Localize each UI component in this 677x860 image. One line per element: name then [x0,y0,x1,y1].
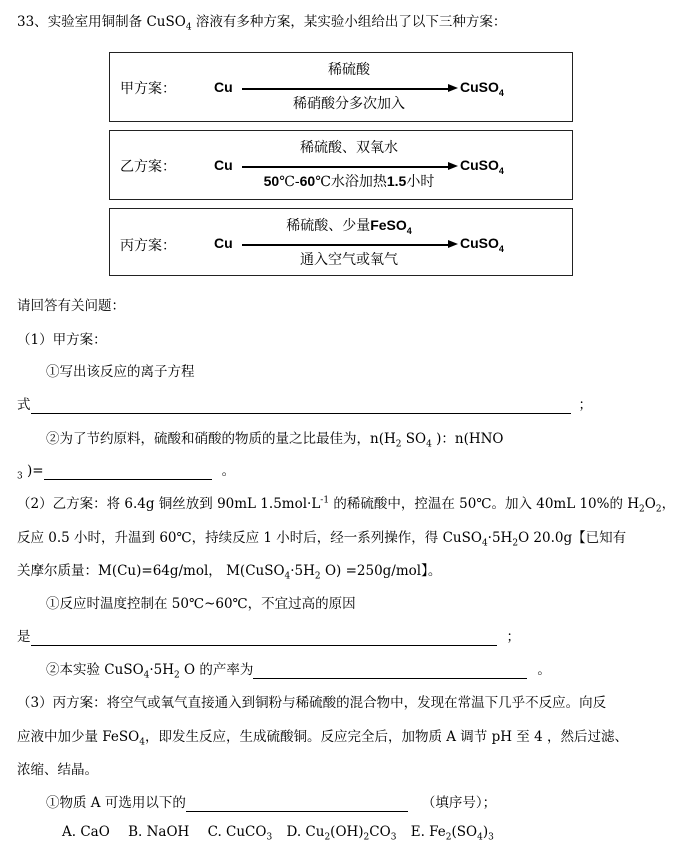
question-number: 33、 [17,14,48,30]
part1-q1-text: ①写出该反应的离子方程 [46,364,195,380]
part3-line2: 应液中加少量 FeSO$_4$，即发生反应，生成硫酸铜。反应完全后，加物质 A 调节 pH 至 4 ，然后过滤、 [17,729,628,748]
product-cuso4: CuSO$_4$ [460,79,504,98]
scheme-jia-box [109,52,573,122]
part1-q2-blank-line: $_3$ )= 。 [17,463,236,482]
part1-q1-blank-line: 式 ； [17,397,592,413]
scheme-bing-box [109,208,573,276]
option-a: A. CaO [62,824,110,840]
scheme-label: 甲方案： [120,81,176,97]
scheme-label: 乙方案： [120,159,176,175]
option-e: E. $Fe_2(SO_4)_3$ [410,824,494,843]
reaction-condition-top: 稀硫酸、双氧水 [300,140,398,156]
reaction-condition-bottom: 通入空气或氧气 [300,252,398,268]
reaction-condition-top: 稀硫酸 [328,62,370,78]
part1-title: （1）甲方案： [17,332,107,348]
reaction-condition-bottom: 稀硝酸分多次加入 [293,96,405,112]
answer-blank[interactable] [31,397,571,414]
reactant-cu: Cu [214,235,233,251]
part3-options [62,824,494,843]
answer-blank[interactable] [44,463,212,480]
reaction-condition-bottom: 50℃-60℃水浴加热1.5小时 [263,173,435,190]
part2-line3: 关摩尔质量：M(Cu)=64g/mol， $M(CuSO_4\cdot 5H_2$ O) =250g/mol】。 [17,563,442,582]
answer-blank[interactable] [186,795,408,812]
part3-line3: 浓缩、结晶。 [17,762,98,778]
arrow-head-icon [448,240,458,248]
part2-q1-blank-line: 是 ； [17,629,520,645]
part1-q2-text: ②为了节约原料，硫酸和硝酸的物质的量之比最佳为，$n(H_2$ $SO_4$ )：n(HNO [46,431,504,450]
part3-q1-line: ①物质 A 可选用以下的 （填序号）； [46,795,497,811]
option-d: D. $Cu_2(OH)_2CO_3$ [286,824,397,843]
part2-line2: 反应 0.5 小时，升温到 60℃，持续反应 1 小时后，经一系列操作，得 $CuSO_4\cdot 5H_2O$ 20.0g【已知有 [17,530,627,549]
reactant-cu: Cu [214,79,233,95]
reaction-arrow [242,166,448,168]
option-b: B. NaOH [128,824,190,840]
reaction-arrow [242,244,448,246]
arrow-head-icon [448,84,458,92]
answer-blank[interactable] [253,662,527,679]
part2-line1: （2）乙方案：将 6.4g 铜丝放到 90mL $1.5mol\cdot L^{-1}$ 的稀硫酸中，控温在 50℃。加入 40mL 10%的 $H_2O_2$， [17,495,676,515]
product-cuso4: CuSO$_4$ [460,235,504,254]
prompt-text: 请回答有关问题： [17,298,125,314]
question-stem: 33、实验室用铜制备 CuSO$_4$ 溶液有多种方案，某实验小组给出了以下三种方案： [17,14,507,33]
reaction-arrow [242,88,448,90]
option-c: C. CuCO$_3$ [207,824,273,843]
scheme-label: 丙方案： [120,238,176,254]
part3-line1: （3）丙方案：将空气或氧气直接通入到铜粉与稀硫酸的混合物中，发现在常温下几乎不反应。向反 [17,695,607,711]
answer-blank[interactable] [31,629,497,646]
reaction-condition-top: 稀硫酸、少量FeSO$_4$ [286,217,412,236]
product-cuso4: CuSO$_4$ [460,157,504,176]
arrow-head-icon [448,162,458,170]
reactant-cu: Cu [214,157,233,173]
scheme-yi-box [109,130,573,200]
part2-q2-line: ②本实验 $CuSO_4\cdot 5H_2$ O 的产率为 。 [46,662,551,681]
part2-q1-text: ①反应时温度控制在 50℃~60℃，不宜过高的原因 [46,596,356,612]
